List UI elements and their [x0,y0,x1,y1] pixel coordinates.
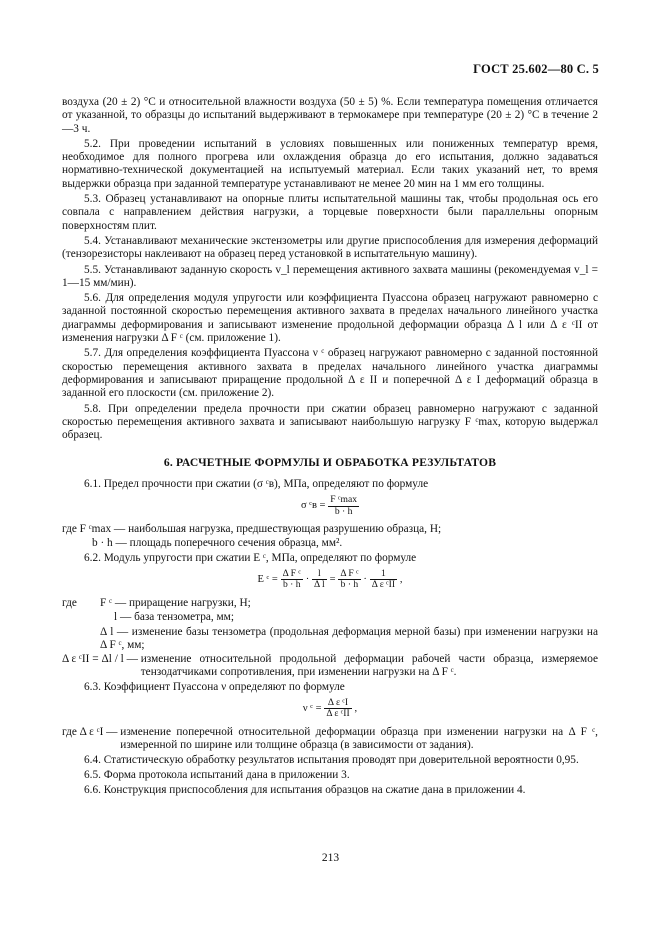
denominator: Δ ε ᶜII [371,579,396,591]
page-number: 213 [321,852,340,864]
denominator: b · h [340,579,359,591]
paragraph-5-2: 5.2. При проведении испытаний в условиях повышенных или пониженных температур время, необходимое для полного прогрева или охлаждения образца до его испытания, должно задаваться нормативно-технической документацией на испытуемый материал. Если таких указаний нет, то время выдержки образца при заданной температуре устанавливают не менее 20 мин на 1 мм его толщины. [62,137,598,190]
fraction [324,698,351,720]
paragraph: воздуха (20 ± 2) °С и относительной влажности воздуха (50 ± 5) %. Если температура помещения отличается от указанной, то образцы до испытаний выдерживают в термокамере при температуре (20 ± 2) °С в течение 2—3 ч. [62,96,598,135]
paragraph-6-4: 6.4. Статистическую обработку результатов испытания проводят при доверительной вероятности 0,95. [84,753,579,766]
numerator: F ᶜmax [330,494,358,506]
multiply-dot: · [305,574,310,586]
paragraph-5-7: 5.7. Для определения коэффициента Пуассона ν ᶜ образец нагружают равномерно с заданной постоянной скоростью перемещения активного захвата в пределах начального линейного участка диаграммы деформирования и записывают приращение продольной Δ ε II и поперечной Δ ε I деформаций образца в заданной его плоскости (см. приложение 2). [62,347,598,400]
definition-label: где [62,596,77,609]
formula-poisson [62,698,598,720]
fraction [312,569,327,591]
definition-dl [62,626,598,653]
formula-lhs: σ ᶜв = [300,500,326,512]
paragraph-6-3: 6.3. Коэффициент Пуассона ν определяют по формуле [84,680,345,693]
definition-label: где Δ ε ᶜI — [62,725,118,738]
numerator: Δ ε ᶜI [324,698,351,710]
denominator: Δ l [314,579,325,591]
definition-label: где F ᶜmax — [62,523,126,536]
page-header: ГОСТ 25.602—80 С. 5 [473,62,599,76]
definition-label: Δ ε ᶜII = Δl / l — [62,653,138,666]
definition-l [62,611,598,624]
definition-bh [62,537,598,550]
numerator: 1 [370,569,397,581]
document-body [62,96,598,799]
denominator: b · h [334,505,353,517]
paragraph-5-5: 5.5. Устанавливают заданную скорость v_l перемещения активного захвата машины (рекомендуемая v_l = 1—15 мм/мин). [62,263,598,289]
numerator: l [312,569,327,581]
formula-lhs: E ᶜ = [257,574,278,586]
definition-text: изменение поперечной относительной деформации образца при изменении нагрузки на Δ F ᶜ, измеренной по ширине или толщине образца (в зависимости от задания). [120,725,598,752]
definition-text: наибольшая нагрузка, предшествующая разрушению образца, Н; [128,523,442,536]
definition-text: F ᶜ — приращение нагрузки, Н; [100,596,251,609]
formula-modulus [62,569,598,591]
numerator: Δ F ᶜ [340,567,359,579]
definition-where [62,597,598,610]
definition-text: b · h — площадь поперечного сечения образца, мм². [92,537,343,550]
multiply-dot: · [363,574,367,586]
comma: , [354,703,358,715]
denominator: b · h [282,579,301,591]
paragraph-5-6: 5.6. Для определения модуля упругости или коэффициента Пуассона образец нагружают равномерно с заданной постоянной скоростью перемещения активного захвата в пределах начального линейного участка диаграммы деформирования и записывают изменение продольной деформации образца Δ l или Δ ε ᶜII от изменения нагрузки Δ F ᶜ (см. приложение 1). [62,292,598,345]
paragraph-5-8: 5.8. При определении предела прочности при сжатии образец равномерно нагружают с заданной скоростью перемещения активного захвата и записывают наибольшую нагрузку F ᶜmax, которую выдержал образец. [62,402,598,442]
definition-text: l — база тензометра, мм; [114,611,234,624]
paragraph-5-3: 5.3. Образец устанавливают на опорные плиты испытательной машины так, чтобы продольная ось его совпала с направлением действия нагрузки, а торцевые поверхности были параллельны опорным поверхностям плит. [62,193,598,232]
paragraph-6-6: 6.6. Конструкция приспособления для испытания образцов на сжатие дана в приложении 4. [84,784,526,797]
comma: , [399,574,403,586]
formula-strength [62,495,598,517]
paragraph-5-4: 5.4. Устанавливают механические экстензометры или другие приспособления для измерения деформаций (тензорезисторы наклеивают на образец перед установкой в испытательную машину). [62,234,598,261]
definition-deps [62,653,598,680]
fraction [328,495,359,517]
definition-text: Δ l — изменение базы тензометра (продольная деформация мерной базы) при изменении нагрузки на Δ F ᶜ, мм; [100,625,598,651]
paragraph-6-2: 6.2. Модуль упругости при сжатии E ᶜ, МПа, определяют по формуле [84,551,417,564]
formula-lhs: ν ᶜ = [302,703,322,715]
equals-sign: = [329,574,336,586]
fraction [338,569,360,591]
denominator: Δ ε ᶜII [326,708,350,720]
fraction [281,569,303,591]
fraction [370,569,397,591]
definition-fmax [62,523,598,536]
paragraph-6-5: 6.5. Форма протокола испытаний дана в приложении 3. [84,768,350,781]
definition-text: изменение относительной продольной деформации рабочей части образца, измеряемое тензодатчиками сопротивления, при изменении нагрузки на Δ F ᶜ. [140,653,598,679]
section-title: 6. РАСЧЕТНЫЕ ФОРМУЛЫ И ОБРАБОТКА РЕЗУЛЬТАТОВ [163,456,497,470]
paragraph-6-1: 6.1. Предел прочности при сжатии (σ ᶜв), МПа, определяют по формуле [84,477,429,490]
definition-epsI [62,726,598,753]
numerator: Δ F ᶜ [282,567,301,579]
